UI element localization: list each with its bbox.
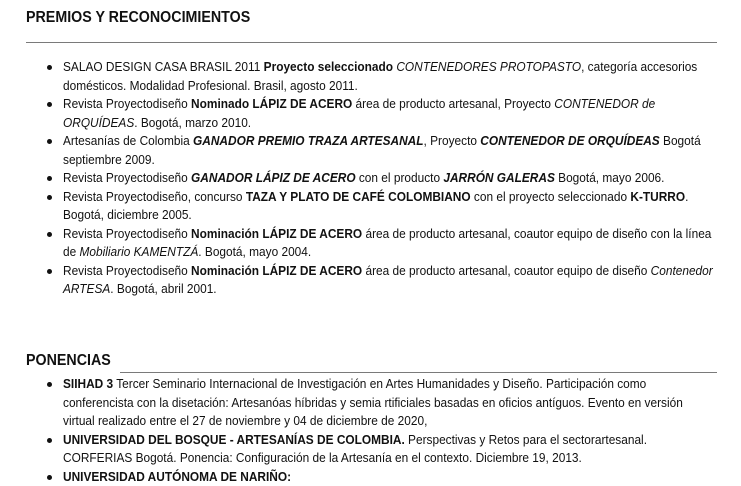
award-item (26, 262, 717, 299)
text-run: GANADOR PREMIO TRAZA ARTESANAL (193, 134, 424, 148)
award-item (26, 169, 717, 188)
text-run: área de producto artesanal, coautor equipo de diseño (362, 263, 651, 278)
text-run: Bogotá, mayo 2006. (554, 171, 665, 185)
bullet-icon (47, 382, 52, 387)
bullet-icon (47, 139, 52, 144)
text-run: UNIVERSIDAD AUTÓNOMA DE NARIÑO: (63, 469, 292, 484)
talk-item (26, 431, 717, 468)
award-item (26, 225, 717, 262)
text-run: , Proyecto (423, 134, 481, 148)
text-run: Mobiliario KAMENTZÁ (79, 245, 199, 259)
bullet-icon (47, 475, 52, 480)
text-run: TAZA Y PLATO DE CAFÉ COLOMBIANO (245, 189, 471, 204)
text-run: Tercer Seminario Internacional de Investigación en Artes Humanidades y Diseño. Participación como conferencista con la disetación: Artesanóas híbridas y semia rtificiales basadas en oficios antíguos. Evento en versión virtual realizado entre el 27 de noviembre y 04 de diciembre de 2020, (63, 377, 683, 428)
awards-list (26, 58, 717, 299)
section-title-ponencias: PONENCIAS (26, 352, 111, 369)
text-run: Artesanías de Colombia (63, 134, 194, 148)
text-run: JARRÓN GALERAS (443, 171, 555, 185)
bullet-icon (47, 176, 52, 181)
text-run: Nominado LÁPIZ DE ACERO (191, 97, 353, 111)
text-run: Bogotá septiembre 2009. (63, 134, 701, 167)
section-title-premios: PREMIOS Y RECONOCIMIENTOS (26, 9, 251, 26)
award-item (26, 95, 717, 132)
text-run: , categoría accesorios domésticos. Modalidad Profesional. Brasil, agosto 2011. (63, 60, 698, 93)
text-run: SALAO DESIGN CASA BRASIL 2011 (63, 60, 264, 74)
text-run: Revista Proyectodiseño, concurso (63, 189, 246, 204)
text-run: . Bogotá, abril 2001. (110, 282, 217, 296)
text-run: Revista Proyectodiseño (63, 171, 192, 185)
section-divider-premios (26, 42, 717, 43)
text-run: Revista Proyectodiseño (63, 263, 192, 278)
talk-item (26, 375, 717, 431)
text-run: . Bogotá, diciembre 2005. (63, 189, 689, 222)
text-run: . Bogotá, marzo 2010. (134, 115, 252, 130)
section-divider-ponencias (120, 372, 717, 373)
bullet-icon (47, 65, 52, 70)
bullet-icon (47, 438, 52, 443)
award-item (26, 188, 717, 225)
bullet-icon (47, 195, 52, 200)
text-run: Contenedor ARTESA (63, 263, 713, 296)
text-run: Revista Proyectodiseño (63, 226, 192, 241)
bullet-icon (47, 269, 52, 274)
text-run: UNIVERSIDAD DEL BOSQUE - ARTESANÍAS DE COLOMBIA. (63, 432, 405, 447)
text-run: SIIHAD 3 (63, 377, 114, 391)
text-run: Perspectivas y Retos para el sectorartesanal. CORFERIAS Bogotá. Ponencia: Configuración de la Artesanía en el contexto. Diciembre 19, 2013. (63, 432, 647, 465)
talks-list (26, 375, 717, 486)
text-run: con el producto (355, 171, 444, 185)
text-run: Nominación LÁPIZ DE ACERO (191, 263, 363, 278)
award-item (26, 132, 717, 169)
text-run: GANADOR LÁPIZ DE ACERO (191, 171, 356, 185)
text-run: K-TURRO (630, 189, 686, 204)
talk-item (26, 468, 717, 486)
text-run: con el proyecto seleccionado (470, 189, 631, 204)
bullet-icon (47, 102, 52, 107)
text-run: Nominación LÁPIZ DE ACERO (191, 226, 363, 241)
text-run: . Bogotá, mayo 2004. (198, 245, 312, 259)
text-run: CONTENEDOR DE ORQUÍDEAS (480, 134, 660, 148)
award-item (26, 58, 717, 95)
text-run: área de producto artesanal, Proyecto (352, 97, 555, 111)
bullet-icon (47, 232, 52, 237)
text-run: área de producto artesanal, coautor equipo de diseño con la línea de (63, 226, 712, 259)
text-run: CONTENEDOR de ORQUÍDEAS (63, 97, 656, 130)
text-run: CONTENEDORES PROTOPASTO (393, 60, 582, 74)
text-run: Revista Proyectodiseño (63, 97, 192, 111)
text-run: Proyecto seleccionado (263, 60, 394, 74)
